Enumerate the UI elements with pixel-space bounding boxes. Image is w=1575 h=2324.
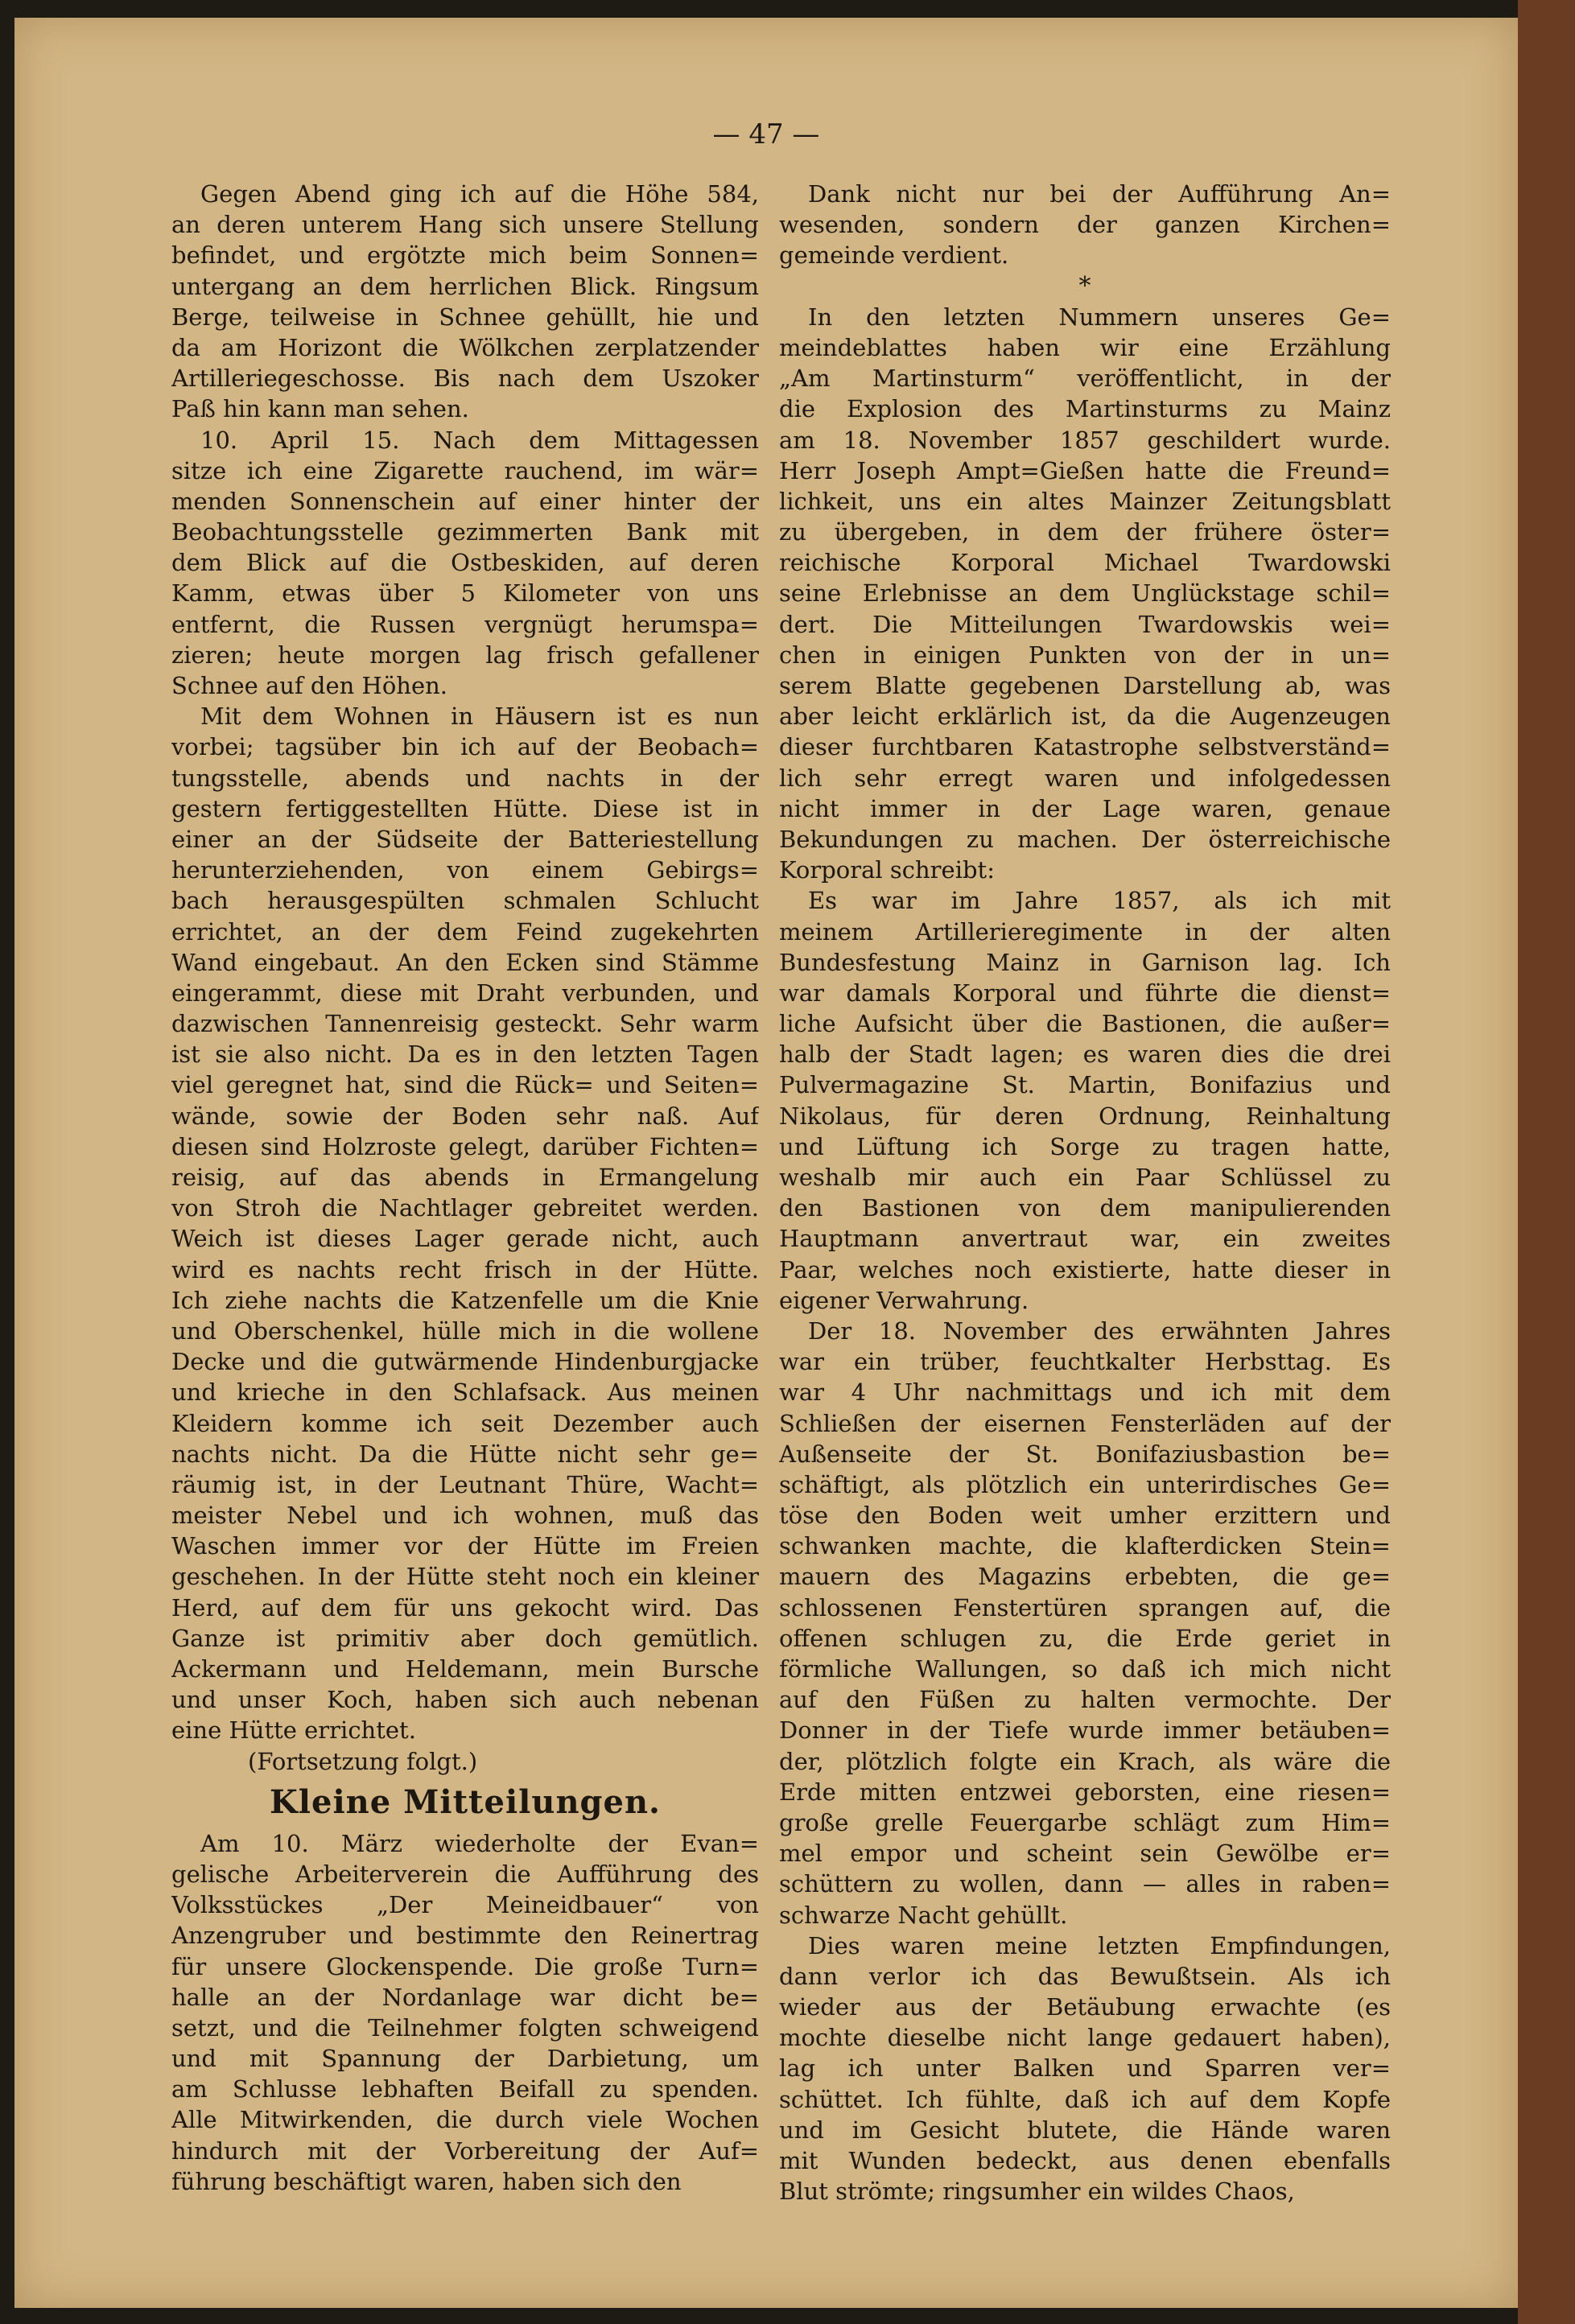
text-line: wird es nachts recht frisch in der Hütte. [171, 1255, 759, 1284]
text-line: Ich ziehe nachts die Katzenfelle um die Knie [171, 1286, 759, 1314]
text-line: meinem Artillerieregimente in der alten [779, 917, 1391, 946]
text-line: wände, sowie der Boden sehr naß. Auf [171, 1102, 759, 1130]
text-line: gelische Arbeiterverein die Aufführung des [171, 1860, 759, 1888]
text-line: In den letzten Nummern unseres Ge= [808, 303, 1391, 331]
text-line: am Schlusse lebhaften Beifall zu spenden. [171, 2075, 759, 2104]
text-line: herunterziehenden, von einem Gebirgs= [171, 856, 759, 884]
text-line: Am 10. März wiederholte der Evan= [200, 1829, 759, 1857]
continuation-note: (Fortsetzung folgt.) [248, 1747, 478, 1775]
text-line: Kamm, etwas über 5 Kilometer von uns [171, 579, 759, 608]
text-line: dazwischen Tannenreisig gesteckt. Sehr warm [171, 1010, 759, 1038]
text-line: dert. Die Mitteilungen Twardowskis wei= [779, 610, 1391, 638]
text-line: die Explosion des Martinsturms zu Mainz [779, 395, 1391, 423]
text-line: serem Blatte gegebenen Darstellung ab, was [779, 672, 1391, 699]
text-line: Dies waren meine letzten Empfindungen, [808, 1931, 1391, 1959]
text-line: befindet, und ergötzte mich beim Sonnen= [171, 241, 759, 270]
text-line: aber leicht erklärlich ist, da die Augenzeugen [779, 703, 1391, 731]
text-line: 10. April 15. Nach dem Mittagessen [200, 426, 759, 454]
text-line: auf den Füßen zu halten vermochte. Der [779, 1686, 1391, 1714]
text-line: Berge, teilweise in Schnee gehüllt, hie und [171, 303, 759, 331]
left-column [171, 179, 759, 2197]
text-line: Alle Mitwirkenden, die durch viele Wochen [171, 2106, 759, 2134]
text-line: war 4 Uhr nachmittags und ich mit dem [779, 1378, 1391, 1407]
text-line: errichtet, an der dem Feind zugekehrten [171, 917, 759, 946]
text-line: Decke und die gutwärmende Hindenburgjacke [171, 1348, 759, 1376]
text-line: dieser furchtbaren Katastrophe selbstverständ= [779, 733, 1391, 761]
text-line: Erde mitten entzwei geborsten, eine riesen= [779, 1778, 1391, 1806]
text-line: nicht immer in der Lage waren, genaue [779, 794, 1391, 822]
text-line: schäftigt, als plötzlich ein unterirdisches Ge= [779, 1470, 1391, 1498]
text-line: Paar, welches noch existierte, hatte dieser in [779, 1255, 1391, 1284]
text-line: von Stroh die Nachtlager gebreitet werden. [171, 1194, 759, 1222]
paragraph [779, 1930, 1391, 2207]
text-line: Waschen immer vor der Hütte im Freien [171, 1532, 759, 1560]
text-line: Bundesfestung Mainz in Garnison lag. Ich [779, 948, 1391, 976]
text-line: und Oberschenkel, hülle mich in die wollene [171, 1317, 759, 1345]
text-line: Pulvermagazine St. Martin, Bonifazius und [779, 1071, 1391, 1099]
text-line: eingerammt, diese mit Draht verbunden, und [171, 979, 759, 1007]
text-line: chen in einigen Punkten von der in un= [779, 641, 1391, 669]
text-line: einer an der Südseite der Batteriestellung [171, 825, 759, 853]
text-line: reichische Korporal Michael Twardowski [779, 549, 1391, 577]
right-column [779, 179, 1391, 2207]
text-line: töse den Boden weit umher erzittern und [779, 1502, 1391, 1530]
text-line: führung beschäftigt waren, haben sich den [171, 2167, 682, 2195]
text-line: Anzengruber und bestimmte den Reinertrag [171, 1922, 759, 1950]
text-line: mauern des Magazins erbebten, die ge= [779, 1563, 1391, 1591]
text-line: förmliche Wallungen, so daß ich mich nicht [779, 1655, 1391, 1683]
text-line: Paß hin kann man sehen. [171, 395, 469, 423]
text-line: mit Wunden bedeckt, aus denen ebenfalls [779, 2147, 1391, 2174]
text-line: Beobachtungsstelle gezimmerten Bank mit [171, 518, 759, 546]
text-line: und Lüftung ich Sorge zu tragen hatte, [779, 1132, 1391, 1160]
text-line: „Am Martinsturm“ veröffentlicht, in der [779, 365, 1391, 393]
paragraph [171, 425, 759, 702]
text-line: den Bastionen von dem manipulierenden [779, 1194, 1391, 1222]
text-line: gestern fertiggestellten Hütte. Diese ist in [171, 794, 759, 822]
text-line: Volksstückes „Der Meineidbauer“ von [171, 1891, 759, 1919]
text-line: Blut strömte; ringsumher ein wildes Chaos, [779, 2178, 1295, 2206]
paragraph [779, 1316, 1391, 1930]
text-line: Ganze ist primitiv aber doch gemütlich. [171, 1624, 759, 1652]
text-line: Außenseite der St. Bonifaziusbastion be= [779, 1440, 1391, 1468]
text-line: menden Sonnenschein auf einer hinter der [171, 487, 759, 515]
text-line: bach herausgespülten schmalen Schlucht [171, 887, 759, 915]
text-line: schwanken machte, die klafterdicken Stein= [779, 1532, 1391, 1560]
text-line: Hauptmann anvertraut war, ein zweites [779, 1225, 1391, 1253]
text-line: halb der Stadt lagen; es waren dies die drei [779, 1040, 1391, 1069]
text-line: zieren; heute morgen lag frisch gefallener [171, 641, 759, 669]
text-line: der, plötzlich folgte ein Krach, als wäre die [779, 1747, 1391, 1775]
text-line: entfernt, die Russen vergnügt herumspa= [171, 610, 759, 638]
text-line: am 18. November 1857 geschildert wurde. [779, 426, 1391, 454]
text-line: wieder aus der Betäubung erwachte (es [779, 1993, 1391, 2021]
text-line: Gegen Abend ging ich auf die Höhe 584, [200, 180, 759, 208]
text-line: dann verlor ich das Bewußtsein. Als ich [779, 1962, 1391, 1990]
text-line: untergang an dem herrlichen Blick. Ringsum [171, 272, 759, 300]
paragraph [779, 302, 1391, 886]
text-line: weshalb mir auch ein Paar Schlüssel zu [779, 1164, 1391, 1191]
text-line: schüttet. Ich fühlte, daß ich auf dem Kopfe [779, 2085, 1391, 2113]
text-line: lichkeit, uns ein altes Mainzer Zeitungsblatt [779, 487, 1391, 515]
text-line: Korporal schreibt: [779, 856, 995, 884]
text-line: ist sie also nicht. Da es in den letzten Tagen [171, 1040, 759, 1069]
text-line: schüttern zu wollen, dann — alles in raben= [779, 1870, 1391, 1898]
text-line: und mit Spannung der Darbietung, um [171, 2045, 759, 2073]
text-line: zu übergeben, in dem der frühere öster= [779, 518, 1391, 546]
text-line: gemeinde verdient. [779, 241, 1009, 270]
text-line: räumig ist, in der Leutnant Thüre, Wacht= [171, 1470, 759, 1498]
text-line: Es war im Jahre 1857, als ich mit [808, 887, 1391, 915]
text-line: offenen schlugen zu, die Erde geriet in [779, 1624, 1391, 1652]
text-line: für unsere Glockenspende. Die große Turn= [171, 1952, 759, 1980]
text-line: nachts nicht. Da die Hütte nicht sehr ge= [171, 1440, 759, 1468]
paragraph [171, 179, 759, 425]
paragraph [171, 1828, 759, 2197]
text-line: Schließen der eisernen Fensterläden auf der [779, 1409, 1391, 1437]
book-binding [1518, 0, 1575, 2324]
newspaper-page [14, 18, 1518, 2308]
text-line: mel empor und scheint sein Gewölbe er= [779, 1840, 1391, 1868]
text-line: mochte dieselbe nicht lange gedauert haben), [779, 2024, 1391, 2052]
text-line: und krieche in den Schlafsack. Aus meinen [171, 1378, 759, 1407]
text-line: lag ich unter Balken und Sparren ver= [779, 2054, 1391, 2083]
text-line: Bekundungen zu machen. Der österreichische [779, 825, 1391, 853]
paragraph [779, 885, 1391, 1316]
section-separator: * [1078, 271, 1091, 300]
text-line: Ackermann und Heldemann, mein Bursche [171, 1655, 759, 1683]
text-line: große grelle Feuergarbe schlägt zum Him= [779, 1808, 1391, 1836]
text-line: Dank nicht nur bei der Aufführung An= [808, 180, 1391, 208]
text-line: war ein trüber, feuchtkalter Herbsttag. Es [779, 1348, 1391, 1376]
paragraph [171, 701, 759, 1745]
text-line: setzt, und die Teilnehmer folgten schweigend [171, 2013, 759, 2042]
text-line: meindeblattes haben wir eine Erzählung [779, 333, 1391, 361]
text-line: reisig, auf das abends in Ermangelung [171, 1164, 759, 1191]
text-line: schlossenen Fenstertüren sprangen auf, die [779, 1593, 1391, 1621]
text-line: Nikolaus, für deren Ordnung, Reinhaltung [779, 1102, 1391, 1130]
text-line: Donner in der Tiefe wurde immer betäuben= [779, 1716, 1391, 1745]
text-line: und im Gesicht blutete, die Hände waren [779, 2116, 1391, 2144]
text-line: dem Blick auf die Ostbeskiden, auf deren [171, 549, 759, 577]
page-number: — 47 — [712, 118, 820, 150]
text-line: Herr Joseph Ampt=Gießen hatte die Freund= [779, 456, 1391, 484]
text-line: eigener Verwahrung. [779, 1286, 1029, 1314]
text-line: Kleidern komme ich seit Dezember auch [171, 1409, 759, 1437]
text-line: da am Horizont die Wölkchen zerplatzender [171, 333, 759, 361]
text-line: meister Nebel und ich wohnen, muß das [171, 1502, 759, 1530]
text-line: lich sehr erregt waren und infolgedessen [779, 764, 1391, 792]
text-line: und unser Koch, haben sich auch nebenan [171, 1686, 759, 1714]
text-line: liche Aufsicht über die Bastionen, die außer= [779, 1010, 1391, 1038]
text-line: Herd, auf dem für uns gekocht wird. Das [171, 1593, 759, 1621]
text-line: vorbei; tagsüber bin ich auf der Beobach= [171, 733, 759, 761]
text-line: Mit dem Wohnen in Häusern ist es nun [200, 703, 759, 731]
text-line: viel geregnet hat, sind die Rück= und Seiten= [171, 1071, 759, 1099]
text-line: Wand eingebaut. An den Ecken sind Stämme [171, 948, 759, 976]
text-line: an deren unterem Hang sich unsere Stellung [171, 211, 759, 239]
text-line: tungsstelle, abends und nachts in der [171, 764, 759, 792]
text-line: halle an der Nordanlage war dicht be= [171, 1983, 759, 2011]
paragraph [779, 179, 1391, 271]
text-line: hindurch mit der Vorbereitung der Auf= [171, 2137, 759, 2165]
text-line: seine Erlebnisse an dem Unglückstage schil= [779, 579, 1391, 608]
text-line: eine Hütte errichtet. [171, 1716, 416, 1745]
text-line: diesen sind Holzroste gelegt, darüber Fichten= [171, 1132, 759, 1160]
text-line: Der 18. November des erwähnten Jahres [808, 1317, 1391, 1345]
text-line: wesenden, sondern der ganzen Kirchen= [779, 211, 1391, 239]
section-heading: Kleine Mitteilungen. [270, 1782, 661, 1821]
text-line: schwarze Nacht gehüllt. [779, 1901, 1068, 1929]
text-line: Artilleriegeschosse. Bis nach dem Uszoker [171, 365, 759, 393]
text-line: Schnee auf den Höhen. [171, 672, 448, 699]
text-line: war damals Korporal und führte die dienst= [779, 979, 1391, 1007]
text-line: sitze ich eine Zigarette rauchend, im wär= [171, 456, 759, 484]
text-line: geschehen. In der Hütte steht noch ein kleiner [171, 1563, 759, 1591]
text-line: Weich ist dieses Lager gerade nicht, auch [171, 1225, 759, 1253]
